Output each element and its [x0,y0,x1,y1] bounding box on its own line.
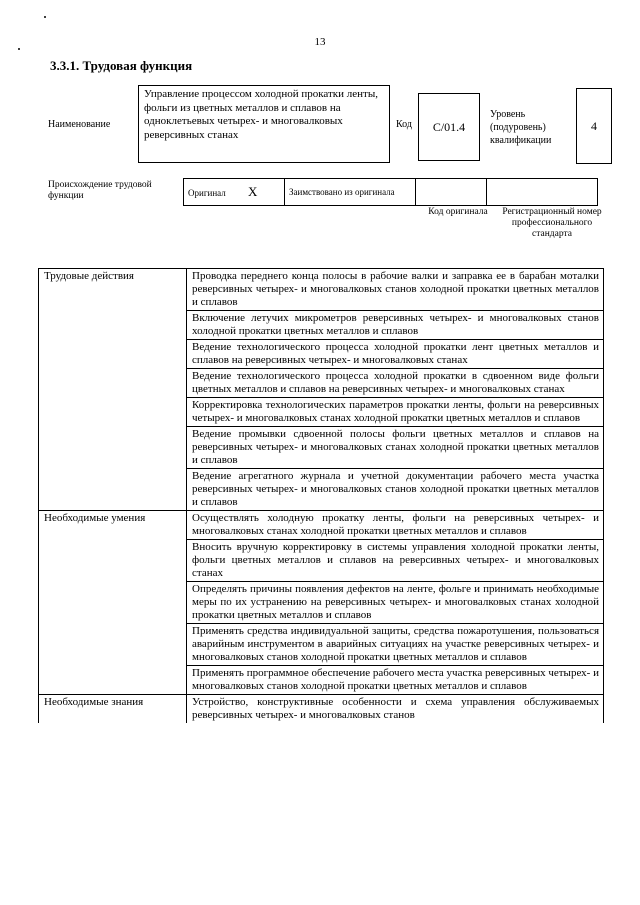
original-code-cell [416,179,487,206]
reg-number-cell [487,179,598,206]
origin-label: Происхождение трудовой функции [48,180,152,201]
original-label: Оригинал [188,187,226,198]
section-title: 3.3.1. Трудовая функция [50,58,193,73]
list-item: Устройство, конструктивные особенности и схема управления обслуживаемых реверсивных четырех- и многовалковых станов [187,695,604,724]
function-code: С/01.4 [418,93,480,161]
category-label: Трудовые действия [39,269,187,511]
scan-mark [18,48,20,50]
list-item: Ведение промывки сдвоенной полосы фольги цветных металлов и сплавов на реверсивных четырех- и многовалковых станах холодной прокатки цветных металлов и сплавов [187,427,604,469]
list-item: Осуществлять холодную прокатку ленты, фольги на реверсивных четырех- и многовалковых станах холодной прокатки цветных металлов и сплавов [187,511,604,540]
page-number: 13 [314,36,326,48]
function-name: Управление процессом холодной прокатки ленты, фольги из цветных металлов и сплавов на одноклетьевых четырех- и многовалковых реверсивных станах [138,85,390,163]
list-item: Ведение агрегатного журнала и учетной документации рабочего места участка реверсивных четырех- и многовалковых станов холодной прокатки цветных металлов и сплавов [187,469,604,511]
original-code-caption: Код оригинала [428,207,488,217]
table-row [39,269,604,311]
qualification-level-label: Уровень (подуровень) квалификации [490,109,552,146]
list-item: Включение летучих микрометров реверсивных четырех- и многовалковых станов холодной прокатки цветных металлов и сплавов [187,311,604,340]
list-item: Проводка переднего конца полосы в рабочие валки и заправка ее в барабан моталки реверсивных четырех- и многовалковых станов холодной прокатки цветных металлов и сплавов [187,269,604,311]
code-label: Код [396,119,412,130]
scan-mark [44,16,46,18]
original-mark: Х [247,183,258,199]
table-row [39,511,604,540]
name-label: Наименование [48,119,111,130]
list-item: Корректировка технологических параметров прокатки ленты, фольги на реверсивных четырех- и многовалковых станах холодной прокатки цветных металлов и сплавов [187,398,604,427]
labor-function-table [38,268,604,723]
list-item: Определять причины появления дефектов на ленте, фольге и принимать необходимые меры по их устранению на реверсивных четырех- и многовалковых станах холодной прокатки цветных металлов и сплавов [187,582,604,624]
table-row [39,695,604,724]
qualification-level: 4 [576,88,612,164]
list-item: Применять программное обеспечение рабочего места участка реверсивных четырех- и многовалковых станов холодной прокатки цветных металлов и сплавов [187,666,604,695]
list-item: Применять средства индивидуальной защиты, средства пожаротушения, пользоваться аварийным инструментом в аварийных ситуациях на участке реверсивных четырех- и многовалковых станов холодной прокатки цветных металлов и сплавов [187,624,604,666]
category-label: Необходимые знания [39,695,187,724]
borrowed-label: Заимствовано из оригинала [285,179,416,206]
list-item: Ведение технологического процесса холодной прокатки в сдвоенном виде фольги цветных металлов и сплавов на реверсивных четырех- и многовалковых станах [187,369,604,398]
original-cell [184,179,285,206]
reg-number-caption: Регистрационный номер профессионального стандарта [502,207,602,239]
origin-table [183,178,598,206]
category-label: Необходимые умения [39,511,187,695]
list-item: Вносить вручную корректировку в системы управления холодной прокатки ленты, фольги цветных металлов и сплавов на реверсивных четырех- и многовалковых станах [187,540,604,582]
list-item: Ведение технологического процесса холодной прокатки лент цветных металлов и сплавов на реверсивных четырех- и многовалковых станах [187,340,604,369]
